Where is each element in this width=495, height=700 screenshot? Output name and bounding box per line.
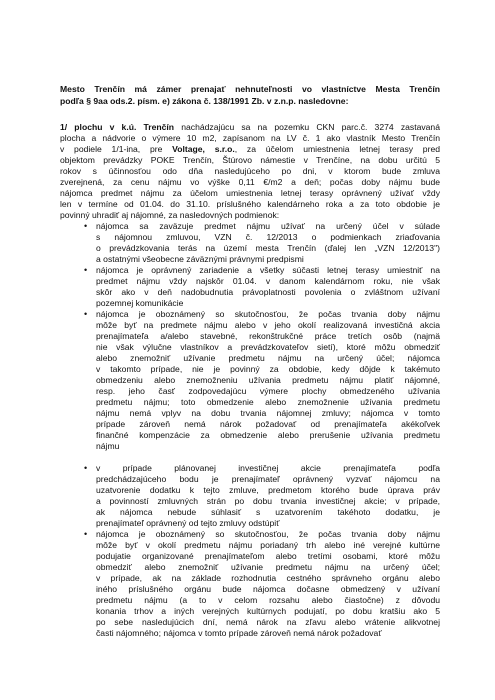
list-item-line: iného príslušného orgánu bude nájomca dočasne obmedzený v užívaní bbox=[96, 584, 440, 594]
bullet-icon: • bbox=[84, 265, 88, 275]
list-item-line: pozemnej komunikácie bbox=[96, 298, 184, 308]
list-item-line: nájomca je oboznámený so skutočnosťou, že počas trvania doby nájmu bbox=[96, 529, 440, 539]
section1-line-1 bbox=[60, 122, 440, 133]
list-item-line: v prípade plánovanej investičnej akcie prenajímateľa podľa bbox=[96, 463, 440, 473]
section1-line-3 bbox=[60, 144, 440, 155]
section1-line-5: rokov s účinnosťou odo dňa nasledujúceho po dni, v ktorom bude zmluva bbox=[60, 166, 440, 176]
list-item-line: finančné kompenzácie za obmedzenie alebo prerušenie užívania predmetu bbox=[96, 430, 440, 440]
bullet-icon: • bbox=[84, 309, 88, 319]
heading-line-1: Mesto Trenčín má zámer prenajať nehnuteľnosti vo vlastníctve Mesta Trenčín bbox=[60, 84, 440, 94]
section1-line-2: plocha a nádvorie o výmere 10 m2, zapísanom na LV č. 1 ako vlastník Mesto Trenčín bbox=[60, 133, 440, 143]
list-item-line: obmedziť alebo znemožniť užívanie predmetu nájmu na určený účel; bbox=[96, 562, 440, 572]
list-item-line: nájomca je oboznámený so skutočnosťou, že počas trvania doby nájmu bbox=[96, 309, 440, 319]
list-item-line: a ostatnými všeobecne záväznými právnymi predpismi bbox=[96, 254, 304, 264]
section1-title: 1/ plochu v k.ú. Trenčín bbox=[60, 122, 175, 132]
section1-line-6: zverejnená, za cenu nájmu vo výške 0,11 €/m2 a deň; počas doby nájmu bude bbox=[60, 177, 440, 187]
list-item-line: prenajímateľ oprávnený od tejto zmluvy odstúpiť bbox=[96, 518, 280, 528]
list-item-line: alebo znemožniť užívanie predmetu nájmu na určený účel; nájomca bbox=[96, 353, 440, 363]
list-item-line: nájmu bbox=[96, 441, 120, 451]
list-item-line: prenajímateľa a/alebo stavebné, rekonštrukčné práce tretích osôb (najmä bbox=[96, 331, 440, 341]
list-item-line: ak nájomca nebude súhlasiť s uzatvorením takéhoto dodatku, je bbox=[96, 507, 440, 517]
list-item-line: resp. jeho časť zodpovedajúcu výmere plochy obmedzeného užívania bbox=[96, 386, 440, 396]
list-item-line: časti nájomného; nájomca v tomto prípade zároveň nemá nárok požadovať bbox=[96, 628, 382, 638]
list-item-line: predmet nájmu vždy najskôr 01.04. v danom kalendárnom roku, nie však bbox=[96, 276, 440, 286]
heading-line-2: podľa § 9aa ods.2. písm. e) zákona č. 138/1991 Zb. v z.n.p. nasledovne: bbox=[60, 96, 349, 106]
section1-line-1-rest: nachádzajúcu sa na pozemku CKN parc.č. 3274 zastavaná bbox=[174, 122, 440, 132]
list-item-line: skôr ako v deň nadobudnutia právoplatnosti povolenia o zvláštnom užívaní bbox=[96, 287, 440, 297]
list-item-line: po sebe nasledujúcich dní, nemá nárok na zľavu alebo vrátenie alikvotnej bbox=[96, 617, 440, 627]
list-item-line: o prevádzkovania terás na území mesta Trenčín (ďalej len „VZN 12/2013") bbox=[96, 243, 440, 253]
list-item-line: môže byť v okolí predmetu nájmu poriadaný trh alebo iné verejné kultúrne bbox=[96, 540, 440, 550]
tenant-name: Voltage, s.r.o. bbox=[172, 144, 235, 154]
list-item-line: nájomca sa zaväzuje predmet nájmu užívať na určený účel v súlade bbox=[96, 221, 440, 231]
bullet-icon: • bbox=[84, 529, 88, 539]
list-item-line: nájmu nemá vplyv na dobu trvania nájomnej zmluvy; nájomca v tomto bbox=[96, 408, 440, 418]
list-item-line: konania trhov a iných verejných kultúrnych podujatí, po dobu kratšiu ako 5 bbox=[96, 606, 440, 616]
list-item-line: obmedzeniu alebo znemožneniu užívania predmetu nájmu platiť nájomné, bbox=[96, 375, 440, 385]
list-item-line: predchádzajúceho bodu je prenajímateľ oprávnený vyzvať nájomcu na bbox=[96, 474, 440, 484]
list-item-line: nie však výlučne vlastníkov a prevádzkovateľov sietí), ktoré môžu obmedziť bbox=[96, 342, 440, 352]
list-item-line: nájomca je oprávnený zariadenie a všetky súčasti letnej terasy umiestniť na bbox=[96, 265, 440, 275]
list-item-line: a povinností zmluvných strán po dobu trvania investičnej akcie; v prípade, bbox=[96, 496, 440, 506]
list-item-line: v takomto prípade, nie je povinný za obdobie, kedy dôjde k takémuto bbox=[96, 364, 440, 374]
section1-line-3c: , za účelom umiestnenia letnej terasy pred bbox=[234, 144, 441, 154]
list-item-line: podujatie organizované prenajímateľom alebo tretími osobami, ktoré môžu bbox=[96, 551, 440, 561]
list-item-line: v prípade, ak na základe rozhodnutia cestného správneho orgánu alebo bbox=[96, 573, 440, 583]
section1-line-8: len v termíne od 01.04. do 31.10. príslušného kalendárneho roka a za toto obdobie je bbox=[60, 199, 440, 209]
section1-line-4: objektom prevádzky POKE Trenčín, Štúrovo námestie v Trenčíne, na dobu určitú 5 bbox=[60, 155, 440, 165]
list-item-line: uzatvorenie dodatku k tejto zmluve, predmetom ktorého bude úprava práv bbox=[96, 485, 440, 495]
list-item-line: prípade zároveň nemá nárok požadovať od prenajímateľa akékoľvek bbox=[96, 419, 440, 429]
bullet-icon: • bbox=[84, 221, 88, 231]
section1-line-7: nájomca predmet nájmu za účelom umiestnenia letnej terasy oprávnený užívať vždy bbox=[60, 188, 440, 198]
section1-line-3a: v podiele 1/1-ina, pre bbox=[60, 144, 173, 154]
list-item-line: predmetu nájmu (a to v celom rozsahu alebo čiastočne) z dôvodu bbox=[96, 595, 440, 605]
bullet-icon: • bbox=[84, 463, 88, 473]
section1-line-9: povinný uhradiť aj nájomné, za nasledovných podmienok: bbox=[60, 210, 280, 220]
list-item-line: predmetu nájmu; toto obmedzenie alebo znemožnenie užívania predmetu bbox=[96, 397, 440, 407]
list-item-line: s nájomnou zmluvou, VZN č. 12/2013 o podmienkach zriaďovania bbox=[96, 232, 440, 242]
list-item-line: môže byť na predmete nájmu alebo v jeho okolí realizovaná investičná akcia bbox=[96, 320, 440, 330]
